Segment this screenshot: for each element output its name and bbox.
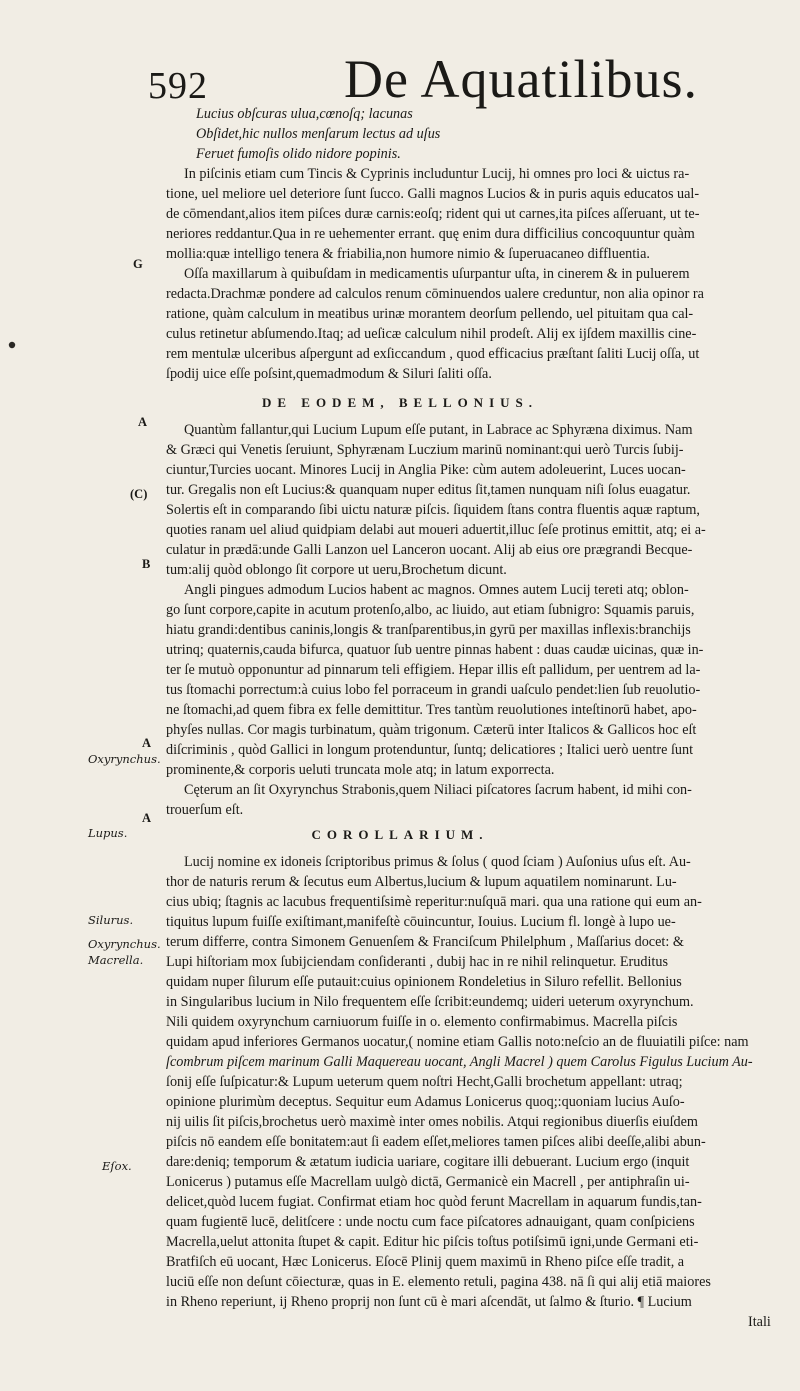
text-line: Nili quidem oxyrynchum carniuorum fuiſſe in o. elemento confirmabimus. Macrella piſcis: [166, 1014, 678, 1030]
text-line: nij uilis ſit piſcis,brochetus uerò maximè inter omes nobilis. Atqui regionibus diuerſis eiuſdem: [166, 1114, 698, 1130]
text-line: opinione plurimùm deceptus. Sequitur eum Adamus Lonicerus quoq;:quoniam lucius Auſo-: [166, 1094, 685, 1110]
text-line: mollia:quæ intelligo tenera & friabilia,non humore nimio & ſuperuacaneo diffluentia.: [166, 246, 650, 262]
text-line: thor de naturis rerum & ſecutus eum Albertus,lucium & lupum aquatilem nominarunt. Lu-: [166, 874, 677, 890]
text-line: ne ſtomachi,ad quem fibra ex felle demittitur. Tres tantùm reuolutiones inteſtinorū habet, apo-: [166, 702, 697, 718]
ink-blot-icon: [7, 340, 17, 350]
margin-note-oxyrynchus: Oxyrynchus.: [88, 937, 161, 951]
text-line: trouerſum eſt.: [166, 802, 244, 818]
text-line: tiquitus lupum fuiſſe exiſtimant,manifeſtè cōuincuntur, Iouius. Lucium fl. longè à lupo ue-: [166, 914, 676, 930]
text-line: phyſes nullas. Cor magis turbinatum, quàm trigonum. Cæterū inter Italicos & Gallicos hoc eſt: [166, 722, 697, 738]
text-line: Cęterum an ſit Oxyrynchus Strabonis,quem Niliaci piſcatores ſacrum habent, id mihi con-: [184, 782, 692, 798]
text-line: ſcombrum piſcem marinum Galli Maquereau uocant, Angli Macrel ) quem Carolus Figulus Lucium Au-: [166, 1054, 753, 1070]
text-line: ſonij eſſe ſuſpicatur:& Lupum ueterum quem noſtri Hecht,Galli brochetum appellant: utraq;: [166, 1074, 683, 1090]
text-line: quidam apud inferiores Germanos uocatur,( nomine etiam Gallis noto:neſcio an de fluuiatili piſce: nam: [166, 1034, 749, 1050]
margin-note-oxyrynchus: Oxyrynchus.: [88, 752, 161, 766]
text-line: & Græci qui Venetis ſeruiunt, Sphyrænam Luczium marinū nominant:qui uerò Turcis ſubij-: [166, 442, 684, 458]
text-line: dare:deniq; temporum & ætatum iudicia uariare, cogitare illi debuerant. Lucium ergo (inquit: [166, 1154, 690, 1170]
text-line: Oſſa maxillarum à quibuſdam in medicamentis uſurpantur uſta, in cinerem & in puluerem: [184, 266, 690, 282]
text-line: tus ſtomachi porrectum:à cuius lobo fel porraceum in grandi uaſculo pendet:lien ſub reuolutio-: [166, 682, 701, 698]
text-line: quidam nuper ſilurum eſſe putauit:cuius opinionem Rondeletius in Siluro refellit. Bellonius: [166, 974, 682, 990]
section-heading-corollarium: COROLLARIUM.: [311, 827, 489, 842]
text-line: utrinq; quaternis,cauda bifurca, quatuor ſub uentre pinnas habent : duas caudæ uicinas, quæ in-: [166, 642, 704, 658]
text-line: Solertis eſt in comparando ſibi uictu naturæ piſcis. ſiquidem ſtans contra fluentis aquæ raptum,: [166, 502, 700, 518]
poem-line: Lucius obſcuras ulua,cœnoſq; lacunas: [196, 106, 413, 122]
poem-line: Obſidet,hic nullos menſarum lectus ad uſus: [196, 126, 441, 142]
margin-letter-a: A: [138, 415, 148, 429]
margin-letter-c: (C): [130, 487, 148, 501]
text-line: In piſcinis etiam cum Tincis & Cyprinis includuntur Lucij, hi omnes pro loci & uictus ra-: [184, 166, 690, 182]
text-line: ciuntur,Turcies uocant. Minores Lucij in Anglia Pike: cùm autem adoleuerint, Luces uocan-: [166, 462, 686, 478]
text-line: Quantùm fallantur,qui Lucium Lupum eſſe putant, in Labrace ac Sphyræna diximus. Nam: [184, 422, 693, 438]
text-line: tione, uel meliore uel deteriore ſunt ſucco. Galli magnos Lucios & in puris aquis educatos ual-: [166, 186, 700, 202]
margin-note-esox: Eſox.: [102, 1159, 132, 1173]
text-line: culus retinetur abſumendo.Itaq; ad ueſicæ calculum nihil prodeſt. Alij ex ijſdem maxillis cine-: [166, 326, 697, 342]
page-number: 592: [148, 65, 208, 107]
text-line: Macrella,uelut attonita ſtupet & capit. Editur hic piſcis toſtus potiſsimū igni,unde Germani eti-: [166, 1234, 699, 1250]
text-line: rem mentulæ ulceribus aſpergunt ad exſiccandum , quod efficacius præſtant ſaliti Lucij oſſa, ut: [166, 346, 700, 362]
text-line: ratione, quàm calculum in meatibus urinæ morantem deorſum pellendo, uel pituitam qua cal-: [166, 306, 694, 322]
text-line: prominente,& corporis ueluti truncata mole atq; in latum exporrecta.: [166, 762, 555, 778]
running-title: De Aquatilibus.: [344, 49, 698, 109]
margin-letter-a: A: [142, 736, 152, 750]
text-line: terum differre, contra Simonem Genuenſem & Franciſcum Philelphum , Maſſarius docet: &: [166, 934, 684, 950]
poem-line: Feruet fumoſis olido nidore popinis.: [196, 146, 401, 162]
text-line: de cōmendant,alios item piſces duræ carnis:eoſq; rident qui ut carnes,ita piſces aſſeruant, ut te-: [166, 206, 700, 222]
margin-letter-a: A: [142, 811, 152, 825]
margin-note-lupus: Lupus.: [88, 826, 128, 840]
margin-letter-b: B: [142, 557, 151, 571]
text-line: Angli pingues admodum Lucios habent ac magnos. Omnes autem Lucij tereti atq; oblon-: [184, 582, 689, 598]
text-line: piſcis nō eandem eſſe bonitatem:aut ſi eadem eſſet,meliores tamen piſces alibi deeſſe,alibi abun-: [166, 1134, 706, 1150]
section-heading-belonius: DE EODEM, BELLONIUS.: [261, 395, 539, 410]
text-line: go ſunt corpore,capite in acutum protenſo,albo, ac liuido, aut etiam ſubnigro: Squamis paruis,: [166, 602, 695, 618]
text-line: Lupi hiſtoriam mox ſubijciendam conſideranti , dubij hac in re nihil relinquetur. Eruditus: [166, 954, 668, 970]
margin-note-macrella: Macrella.: [88, 953, 144, 967]
text-line: culatur in prædā:unde Galli Lanzon uel Lanceron uocant. Alij ab eius ore prægrandi Becque-: [166, 542, 693, 558]
text-line: hiatu grandi:dentibus caninis,longis & tranſparentibus,in gyrū per maxillas inflexis:branchijs: [166, 622, 691, 638]
catchword: Itali: [748, 1314, 771, 1330]
page-header: [148, 48, 740, 109]
text-line: cius ubiq; ſtagnis ac lacubus frequentiſsimè reperitur:nuſquā mari. qua una ratione qui eum an-: [166, 894, 702, 910]
text-line: tum:alij quòd oblongo ſit corpore ut ueru,Brochetum dicunt.: [166, 562, 507, 578]
text-line: Bratfiſch eū uocant, Hæc Lonicerus. Eſocē Plinij quem maximū in Rheno piſce eſſe tradit, a: [166, 1254, 685, 1270]
text-line: diſcriminis , quòd Gallici in longum protenduntur, ſuntq; delicatiores ; Italici uerò uentre ſunt: [166, 742, 694, 758]
text-line: luciū eſſe non deſunt cōiecturæ, quas in E. elemento retuli, pagina 438. nā ſi qui alij etiā maiores: [166, 1274, 711, 1290]
text-line: Lucij nomine ex idoneis ſcriptoribus primus & ſolus ( quod ſciam ) Auſonius uſus eſt. Au-: [184, 854, 691, 870]
text-line: Lonicerus ) putamus eſſe Macrellam uulgò dictā, Germanicè ein Macrell , per antiphraſin ui-: [166, 1174, 690, 1190]
text-line: redacta.Drachmæ pondere ad calculos renum cōminuendos ualere creduntur, non alia opinor ra: [166, 286, 704, 302]
margin-note-silurus: Silurus.: [88, 913, 134, 927]
text-line: ter ſe mutuò opponuntur ad pinnarum teli effigiem. Hepar illis eſt pallidum, per uentrem ad la-: [166, 662, 701, 678]
text-line: neriores reddantur.Qua in re uehementer errant. quę enim dura difficilius concoquuntur quàm: [166, 226, 695, 242]
text-line: in Rheno reperiunt, ij Rheno proprij non ſunt cū è mari aſcendāt, ut ſalmo & ſturio. ¶ Lucium: [166, 1294, 692, 1310]
text-line: quam fugientē lucē, delitſcere : unde noctu cum face piſcatores adnauigant, quam conſpiciens: [166, 1214, 695, 1230]
text-line: ſpodij uice eſſe poſsint,quemadmodum & Siluri ſaliti oſſa.: [166, 366, 492, 382]
margin-letter-g: G: [133, 257, 143, 271]
text-line: tur. Gregalis non eſt Lucius:& quanquam nuper editus ſit,tamen nunquam niſi ſolus euagatur.: [166, 482, 691, 498]
text-line: delicet,quòd lucem fugiat. Confirmat etiam hoc quòd ferunt Macrellam in aquarum fundis,tan-: [166, 1194, 702, 1210]
text-line: quoties ranam uel aliud quidpiam delabi aut moueri aduertit,illuc ſeſe protinus emittit, atq; ei a-: [166, 522, 706, 538]
text-line: in Singularibus lucium in Nilo frequentem eſſe ſcribit:eundemq; uideri ueterum oxyrynchum.: [166, 994, 694, 1010]
